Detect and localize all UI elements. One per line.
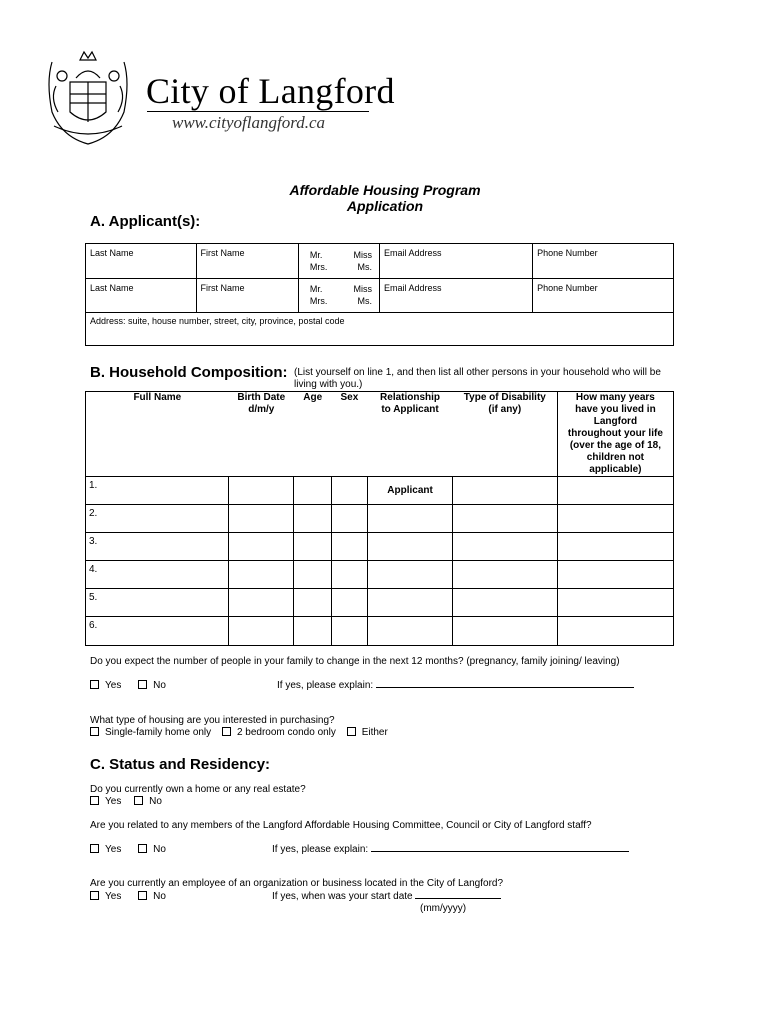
col-sex: Sex <box>340 392 359 403</box>
phone-field[interactable]: Phone Number <box>537 248 598 258</box>
col-age: Age <box>303 392 323 403</box>
age-cell[interactable] <box>294 533 332 561</box>
question-employee: Are you currently an employee of an organization or business located in the City of Langford? <box>90 878 504 889</box>
relationship-cell[interactable] <box>367 589 453 617</box>
row-number: 2. <box>89 508 98 519</box>
col-disability: Type of Disability <box>463 392 546 403</box>
condo-checkbox[interactable] <box>222 727 231 736</box>
title-mrs-option[interactable]: Mrs. <box>309 262 328 272</box>
question-housing-type: What type of housing are you interested in purchasing? <box>90 715 335 726</box>
start-date-label: If yes, when was your start date <box>272 891 413 902</box>
email-field-2[interactable]: Email Address <box>383 283 442 293</box>
table-row <box>86 477 674 505</box>
row-number: 4. <box>89 564 98 575</box>
either-checkbox[interactable] <box>347 727 356 736</box>
own-no-label: No <box>149 796 162 807</box>
row-number: 3. <box>89 536 98 547</box>
condo-label: 2 bedroom condo only <box>236 727 336 738</box>
title-ms-option-2[interactable]: Ms. <box>357 296 372 306</box>
years-cell[interactable] <box>557 533 673 561</box>
col-relationship: Relationship <box>380 392 441 403</box>
col-relationship-2: to Applicant <box>381 404 439 415</box>
last-name-field[interactable]: Last Name <box>90 248 134 258</box>
row-number: 1. <box>89 480 98 491</box>
col-birth-date-format: d/m/y <box>248 404 275 415</box>
age-cell[interactable] <box>294 561 332 589</box>
sex-cell[interactable] <box>332 477 368 505</box>
col-years-7: applicable) <box>589 464 642 475</box>
sex-cell[interactable] <box>332 533 368 561</box>
title-miss-option-2[interactable]: Miss <box>353 284 372 294</box>
sex-cell[interactable] <box>332 589 368 617</box>
start-date-line[interactable] <box>415 898 501 899</box>
first-name-field-2[interactable]: First Name <box>200 283 245 293</box>
explain-line[interactable] <box>376 687 634 688</box>
own-no-checkbox[interactable] <box>134 796 143 805</box>
col-years-2: have you lived in <box>575 404 656 415</box>
disability-cell[interactable] <box>453 617 557 646</box>
wordmark-rule <box>147 111 369 112</box>
single-family-label: Single-family home only <box>105 727 212 738</box>
single-family-checkbox[interactable] <box>90 727 99 736</box>
employee-yes-checkbox[interactable] <box>90 891 99 900</box>
col-years-1: How many years <box>575 392 655 403</box>
own-yes-checkbox[interactable] <box>90 796 99 805</box>
sex-cell[interactable] <box>332 505 368 533</box>
yes-label: Yes <box>105 680 122 691</box>
table-row <box>86 589 674 617</box>
section-c-heading: C. Status and Residency: <box>90 756 271 773</box>
title-ms-option[interactable]: Ms. <box>357 262 372 272</box>
table-row <box>86 617 674 646</box>
table-row <box>86 533 674 561</box>
age-cell[interactable] <box>294 505 332 533</box>
title-mr-option[interactable]: Mr. <box>309 250 323 260</box>
employee-yes-label: Yes <box>105 891 122 902</box>
no-checkbox[interactable] <box>138 680 147 689</box>
years-cell[interactable] <box>557 561 673 589</box>
related-no-label: No <box>153 844 166 855</box>
own-yes-label: Yes <box>105 796 122 807</box>
disability-cell[interactable] <box>453 561 557 589</box>
related-explain-line[interactable] <box>371 851 629 852</box>
table-row <box>86 561 674 589</box>
disability-cell[interactable] <box>453 533 557 561</box>
yes-checkbox[interactable] <box>90 680 99 689</box>
form-title: Affordable Housing Program <box>289 182 481 198</box>
sex-cell[interactable] <box>332 561 368 589</box>
birth-date-cell[interactable] <box>229 617 294 646</box>
applicant-label: Applicant <box>387 485 433 496</box>
city-name-wordmark: City of Langford <box>146 71 395 111</box>
date-format-hint: (mm/yyyy) <box>420 903 467 914</box>
disability-cell[interactable] <box>453 589 557 617</box>
row-number: 5. <box>89 592 98 603</box>
phone-field-2[interactable]: Phone Number <box>537 283 598 293</box>
birth-date-cell[interactable] <box>229 533 294 561</box>
col-disability-2: (if any) <box>488 404 522 415</box>
age-cell[interactable] <box>294 617 332 646</box>
related-yes-checkbox[interactable] <box>90 844 99 853</box>
email-field[interactable]: Email Address <box>383 248 442 258</box>
age-cell[interactable] <box>294 477 332 505</box>
related-no-checkbox[interactable] <box>138 844 147 853</box>
years-cell[interactable] <box>557 477 673 505</box>
section-b-heading: B. Household Composition: <box>90 364 288 381</box>
related-explain-label: If yes, please explain: <box>272 844 369 855</box>
birth-date-cell[interactable] <box>229 477 294 505</box>
first-name-field[interactable]: First Name <box>200 248 245 258</box>
col-birth-date: Birth Date <box>237 392 286 403</box>
question-related: Are you related to any members of the Langford Affordable Housing Committee, Council or City of Langford staff? <box>90 820 592 831</box>
title-mr-option-2[interactable]: Mr. <box>309 284 323 294</box>
years-cell[interactable] <box>557 589 673 617</box>
row-number: 6. <box>89 620 98 631</box>
disability-cell[interactable] <box>453 505 557 533</box>
applicant-table <box>85 243 674 346</box>
title-mrs-option-2[interactable]: Mrs. <box>309 296 328 306</box>
city-website: www.cityoflangford.ca <box>172 113 325 132</box>
section-b-note-line2: living with you.) <box>294 379 363 390</box>
last-name-field-2[interactable]: Last Name <box>90 283 134 293</box>
employee-no-label: No <box>153 891 166 902</box>
col-years-3: Langford <box>593 416 638 427</box>
relationship-cell[interactable] <box>367 505 453 533</box>
question-family-change: Do you expect the number of people in your family to change in the next 12 months? (pregnancy, family joining/ leaving) <box>90 656 620 667</box>
col-full-name: Full Name <box>133 392 182 403</box>
city-crest-logo <box>42 42 134 148</box>
address-field[interactable]: Address: suite, house number, street, city, province, postal code <box>90 316 345 326</box>
col-years-5: (over the age of 18, <box>569 440 661 451</box>
years-cell[interactable] <box>557 505 673 533</box>
birth-date-cell[interactable] <box>229 505 294 533</box>
relationship-cell[interactable] <box>367 617 453 646</box>
years-cell[interactable] <box>557 617 673 646</box>
disability-cell[interactable] <box>453 477 557 505</box>
col-years-4: throughout your life <box>567 428 663 439</box>
relationship-cell[interactable] <box>367 561 453 589</box>
household-table <box>85 391 674 646</box>
section-a-heading: A. Applicant(s): <box>90 213 201 230</box>
form-subtitle: Application <box>346 198 424 214</box>
birth-date-cell[interactable] <box>229 561 294 589</box>
col-years-6: children not <box>586 452 645 463</box>
relationship-cell[interactable] <box>367 533 453 561</box>
question-own-home: Do you currently own a home or any real estate? <box>90 784 306 795</box>
explain-label: If yes, please explain: <box>277 680 374 691</box>
birth-date-cell[interactable] <box>229 589 294 617</box>
age-cell[interactable] <box>294 589 332 617</box>
title-miss-option[interactable]: Miss <box>353 250 372 260</box>
sex-cell[interactable] <box>332 617 368 646</box>
related-yes-label: Yes <box>105 844 122 855</box>
table-row <box>86 505 674 533</box>
no-label: No <box>153 680 166 691</box>
section-b-note-line1: (List yourself on line 1, and then list all other persons in your household who will be <box>294 367 661 378</box>
employee-no-checkbox[interactable] <box>138 891 147 900</box>
either-label: Either <box>361 727 388 738</box>
